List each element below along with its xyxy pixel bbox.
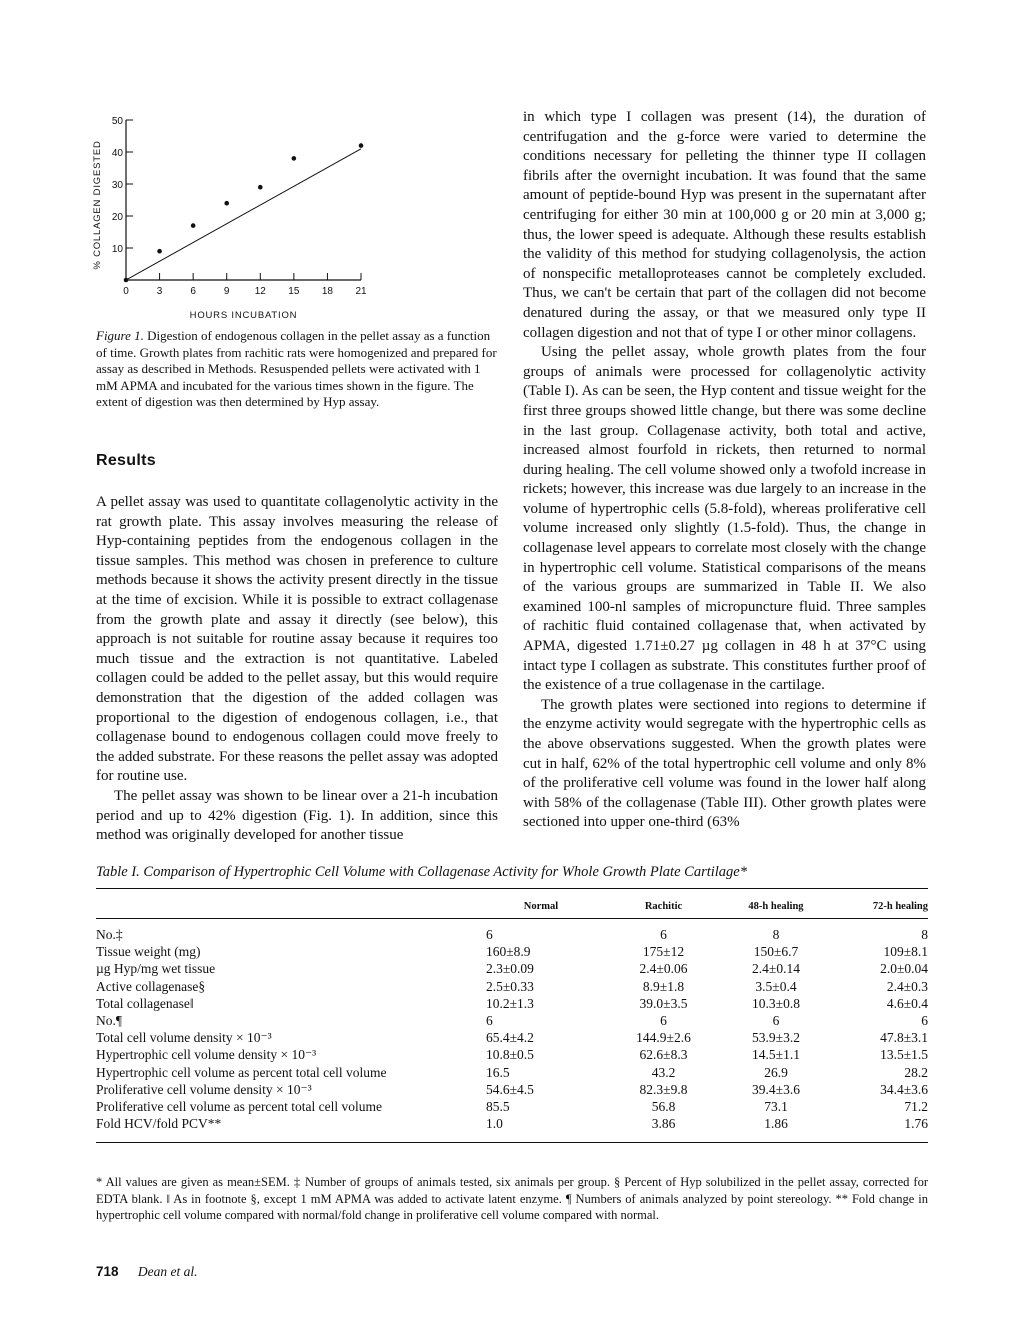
table-cell: 16.5: [486, 1064, 510, 1080]
table-cell: 6: [486, 927, 493, 942]
x-tick-label: 15: [288, 286, 300, 297]
table-cell: 4.6±0.4: [886, 995, 928, 1011]
x-tick-label: 18: [321, 286, 333, 297]
right-paragraph: in which type I collagen was present (14), the duration of centrifugation and the g-force were varied to determine the conditions necessary for pelleting the thinner type II collagen fibrils after the overnight incubation. It was found that the same amount of peptide-bound Hyp was present in the supernatant after centrifuging for either 30 min at 100,000 g or 20 min at 3,000 g; thus, the lower speed is adequate. Although these results establish the validity of this method for studying collagenolysis, the action of nonspecific metalloproteases cannot be completely excluded. Thus, we can't be certain that part of the collagen did not become denatured during the assay, or that we measured only type II collagen digestion and not that of type I or other minor collagens.: [523, 109, 926, 341]
table-cell: 2.4±0.3: [886, 978, 928, 994]
column-header: 72-h healing: [831, 889, 928, 919]
x-tick-label: 6: [190, 286, 196, 297]
table-cell: 85.5: [486, 1099, 510, 1115]
table-cell: 43.2: [651, 1064, 676, 1080]
y-tick-label: 40: [111, 148, 123, 159]
row-label: Tissue weight (mg): [96, 944, 201, 960]
table-1: [96, 888, 928, 1143]
y-tick-label: 10: [111, 244, 123, 255]
table-cell: 150±6.7: [753, 944, 799, 960]
table-cell: 39.0±3.5: [639, 995, 688, 1011]
table-cell: 13.5±1.5: [880, 1047, 928, 1063]
table-cell: 2.4±0.14: [752, 961, 800, 977]
table-cell: 1.86: [764, 1116, 788, 1132]
right-paragraph: Using the pellet assay, whole growth plates from the four groups of animals were processed for collagenolytic activity (Table I). As can be seen, the Hyp content and tissue weight for the first three groups showed little change, but there was some decline in the last group. Collagenase activity, both total and active, increased almost fourfold in rickets, then returned to normal during healing. The cell volume showed only a twofold increase in rickets; however, this increase was due largely to an increase in the volume of hypertrophic cells (5.8-fold), whereas proliferative cell volume increased only slightly (1.5-fold). Thus, the change in collagenase level appears to correlate most closely with the change in hypertrophic cell volume. Statistical comparisons of the means of the various groups are summarized in Table II. We also examined 100-nl samples of micropuncture fluid. Three samples of rachitic fluid contained collagenase that, when activated by APMA, digested 1.71±0.27 µg collagen in 48 h at 37°C using intact type I collagen as substrate. This constitutes further proof of the existence of a true collagenase in the cartilage.: [523, 344, 926, 694]
table-cell: 54.6±4.5: [486, 1081, 534, 1097]
table-cell: 160±8.9: [486, 944, 531, 960]
table-cell: 2.0±0.04: [880, 961, 928, 977]
table-row: [96, 1029, 928, 1046]
column-header: Rachitic: [606, 889, 721, 919]
row-label: No.‡: [96, 927, 123, 942]
row-label: Proliferative cell volume as percent total cell volume: [96, 1099, 383, 1115]
x-tick-label: 12: [254, 286, 266, 297]
table-cell: 6: [660, 927, 667, 942]
table-cell: 6: [772, 1013, 780, 1029]
fit-line: [126, 149, 361, 280]
table-cell: 39.4±3.6: [752, 1081, 800, 1097]
table-cell: 109±8.1: [883, 944, 928, 960]
table-cell: 28.2: [904, 1064, 928, 1080]
table-caption: Table I. Comparison of Hypertrophic Cell Volume with Collagenase Activity for Whole Growth Plate Cartilage*: [96, 864, 747, 880]
table-cell: 10.2±1.3: [486, 995, 534, 1011]
row-label: Proliferative cell volume density × 10⁻³: [96, 1081, 312, 1097]
table-cell: 26.9: [764, 1064, 788, 1080]
row-label: µg Hyp/mg wet tissue: [96, 961, 216, 977]
table-cell: 56.8: [651, 1099, 676, 1115]
table-cell: 3.86: [651, 1116, 676, 1132]
table-header-row: [96, 889, 928, 919]
table-cell: 6: [486, 1013, 493, 1029]
row-label: Active collagenase§: [96, 978, 206, 994]
right-column: [523, 108, 926, 833]
x-axis-label: HOURS INCUBATION: [189, 310, 298, 321]
table-body: [96, 919, 928, 1143]
data-point: [224, 201, 229, 206]
table-cell: 73.1: [764, 1099, 788, 1115]
table-cell: 8: [772, 927, 780, 942]
table-row: [96, 978, 928, 995]
column-header: 48-h healing: [721, 889, 831, 919]
chart-canvas: [86, 108, 386, 323]
table-row: [96, 995, 928, 1012]
table-cell: 47.8±3.1: [880, 1030, 928, 1046]
table-cell: 8.9±1.8: [642, 978, 685, 994]
table-row: [96, 960, 928, 977]
row-label: Hypertrophic cell volume as percent total cell volume: [96, 1064, 387, 1080]
table-cell: 175±12: [642, 944, 685, 960]
table-cell: 10.8±0.5: [486, 1047, 534, 1063]
y-tick-label: 50: [111, 116, 123, 127]
y-tick-label: 20: [111, 212, 123, 223]
table-cell: 62.6±8.3: [639, 1047, 688, 1063]
data-point: [292, 156, 297, 161]
left-paragraph: The pellet assay was shown to be linear over a 21-h incubation period and up to 42% digestion (Fig. 1). In addition, since this method was originally developed for another tissue: [96, 787, 498, 844]
x-tick-label: 21: [355, 286, 367, 297]
table-row: [96, 1064, 928, 1081]
table-footnotes: * All values are given as mean±SEM. ‡ Number of groups of animals tested, six animals per group. § Percent of Hyp solubilized in the pellet assay, corrected for EDTA blank. ‖ As in footnote §, except 1 mM APMA was added to activate latent enzyme. ¶ Numbers of animals analyzed by point stereology. ** Fold change in hypertrophic cell volume compared with normal/fold change in proliferative cell volume compared with normal.: [96, 1175, 928, 1222]
row-label: Hypertrophic cell volume density × 10⁻³: [96, 1047, 317, 1063]
data-point: [258, 185, 263, 190]
table-cell: 2.4±0.06: [639, 961, 688, 977]
table-cell: 6: [921, 1013, 928, 1029]
table-cell: 3.5±0.4: [755, 978, 797, 994]
row-label: Fold HCV/fold PCV**: [96, 1116, 222, 1132]
row-label: Total collagenase‖: [96, 995, 194, 1011]
data-table: [96, 889, 928, 1142]
figure-1-chart: [86, 108, 386, 323]
figure-caption-label: Figure 1.: [96, 328, 144, 343]
table-cell: 2.3±0.09: [486, 961, 534, 977]
table-cell: 1.76: [904, 1116, 928, 1132]
left-paragraph: A pellet assay was used to quantitate collagenolytic activity in the rat growth plate. This assay involves measuring the release of Hyp-containing peptides from the endogenous collagen in the tissue samples. This method was chosen in preference to culture methods because it shows the activity present directly in the tissue at the time of excision. While it is possible to extract collagenase from the growth plate and assay it directly (see below), this approach is not suitable for routine assay because it requires too much tissue and the extraction is not quantitative. Labeled collagen could be added to the pellet assay, but this would require demonstration that the digestion of the added collagen was proportional to the digestion of endogenous collagen, i.e., that collagenase bound to endogenous collagen could move freely to the added substrate. For these reasons the pellet assay was adopted for routine use.: [96, 494, 498, 785]
data-point: [191, 223, 196, 228]
y-tick-label: 30: [111, 180, 123, 191]
data-point: [157, 249, 162, 254]
table-row: [96, 1046, 928, 1063]
table-cell: 82.3±9.8: [639, 1081, 688, 1097]
table-cell: 144.9±2.6: [636, 1030, 691, 1046]
running-authors: Dean et al.: [137, 1264, 198, 1279]
table-cell: 14.5±1.1: [752, 1047, 800, 1063]
page-footer: [96, 1264, 198, 1280]
table-cell: 10.3±0.8: [752, 995, 800, 1011]
table-row: [96, 943, 928, 960]
row-label: No.¶: [96, 1013, 122, 1029]
data-point: [359, 143, 364, 148]
table-cell: 65.4±4.2: [486, 1030, 534, 1046]
data-point: [124, 278, 129, 283]
table-row: [96, 1012, 928, 1029]
column-header: Normal: [476, 889, 606, 919]
y-axis-label: % COLLAGEN DIGESTED: [92, 140, 103, 270]
x-tick-label: 0: [123, 286, 129, 297]
x-tick-label: 9: [223, 286, 230, 297]
table-cell: 1.0: [486, 1116, 503, 1132]
x-tick-label: 3: [156, 286, 163, 297]
table-cell: 53.9±3.2: [752, 1030, 800, 1046]
right-paragraph: The growth plates were sectioned into regions to determine if the enzyme activity would segregate with the hypertrophic cells as the above observations suggested. When the growth plates were cut in half, 62% of the total hypertrophic cell volume and only 8% of the proliferative cell volume was found in the lower half along with 58% of the collagenase (Table III). Other growth plates were sectioned into upper one-third (63%: [523, 696, 926, 831]
header-blank: [96, 889, 476, 919]
table-row: [96, 1081, 928, 1098]
left-column: [96, 493, 498, 846]
table-cell: 8: [921, 927, 928, 942]
table-cell: 2.5±0.33: [486, 978, 534, 994]
table-cell: 6: [660, 1013, 667, 1029]
table-row: [96, 1098, 928, 1115]
row-label: Total cell volume density × 10⁻³: [96, 1030, 272, 1046]
table-cell: 34.4±3.6: [880, 1081, 928, 1097]
table-row: [96, 919, 928, 944]
results-heading: Results: [96, 452, 156, 469]
table-cell: 71.2: [904, 1099, 928, 1115]
figure-caption: [96, 328, 500, 411]
table-row: [96, 1115, 928, 1142]
page-number: 718: [96, 1264, 119, 1279]
figure-caption-text: Digestion of endogenous collagen in the pellet assay as a function of time. Growth plates from rachitic rats were homogenized and prepared for assay as described in Methods. Resuspended pellets were activated with 1 mM APMA and incubated for the various times shown in the figure. The extent of digestion was then determined by Hyp assay.: [96, 328, 497, 410]
